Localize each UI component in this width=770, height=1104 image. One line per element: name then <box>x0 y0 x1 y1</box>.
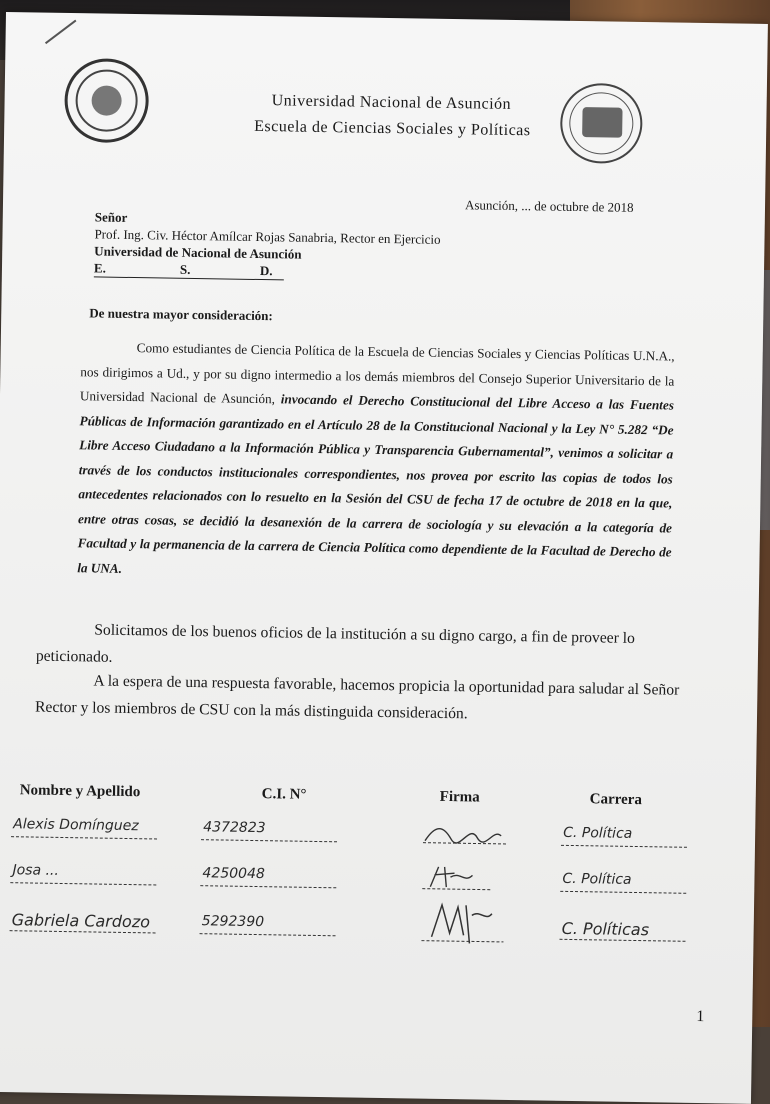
row-2-ci: 4250048 <box>200 865 336 888</box>
row-1-name: Alexis Domínguez <box>11 816 157 839</box>
row-1-signature <box>421 819 511 850</box>
row-2-signature <box>420 861 510 894</box>
addressee-name: Prof. Ing. Civ. Héctor Amílcar Rojas Sanabria, Rector en Ejercicio <box>94 226 441 247</box>
page-number: 1 <box>696 1007 705 1026</box>
row-3-signature <box>419 897 510 948</box>
esd-s: S. <box>179 261 191 277</box>
row-1-ci: 4372823 <box>201 819 337 842</box>
letter-date: Asunción, ... de octubre de 2018 <box>464 197 634 215</box>
header-career: Carrera <box>589 791 643 809</box>
body-paragraph-3 <box>35 667 686 731</box>
salutation: De nuestra mayor consideración: <box>89 305 273 324</box>
row-3-name: Gabriela Cardozo <box>10 910 156 933</box>
body-paragraph-1-plain: Como estudiantes de Ciencia Política de la Escuela de Ciencias Sociales y Ciencias Políticas U.N.A., nos dirigimos a Ud., y por su digno intermedio a los demás miembros del Consejo Superior Universitario de la Universidad Nacional de Asunción, <box>79 340 675 407</box>
row-3-ci: 5292390 <box>200 913 336 936</box>
row-1-career: C. Política <box>561 825 687 848</box>
letter-page <box>0 12 768 1104</box>
row-3-career: C. Políticas <box>559 919 685 942</box>
university-name: Universidad Nacional de Asunción <box>271 92 512 113</box>
body-paragraph-3-text: A la espera de una respuesta favorable, hacemos propicia la oportunidad para saludar al Señor Rector y los miembros de CSU con la más distinguida consideración. <box>34 672 680 723</box>
row-2-name: Josa ... <box>10 862 156 885</box>
school-name: Escuela de Ciencias Sociales y Políticas <box>254 117 531 140</box>
esd-line <box>94 260 284 280</box>
university-seal-icon <box>64 58 149 143</box>
addressee-institution: Universidad de Nacional de Asunción <box>94 243 302 262</box>
body-paragraph-1-emphasis: invocando el Derecho Constitucional del Libre Acceso a las Fuentes Públicas de Información garantizado en el Artículo 28 de la Constitucional Nacional y la Ley N° 5.282 “De Libre Acceso Ciudadano a la Información Pública y Transparencia Gubernamental”, venimos a solicitar a través de los conductos institucionales correspondientes, nos provea por escrito las copias de todos los antecedentes relacionados con lo resuelto en la Sesión del CSU de fecha 17 de octubre de 2018 en la que, entre otras cosas, se decidió la desanexión de la carrera de sociología y su elevación a la categoría de Facultad y la permanencia de la carrera de Ciencia Política como dependiente de la Facultad de Derecho de la UNA. <box>77 391 675 576</box>
row-2-career: C. Política <box>560 871 686 894</box>
addressee-title: Señor <box>94 209 128 225</box>
body-paragraph-2-text: Solicitamos de los buenos oficios de la institución a su digno cargo, a fin de proveer lo peticionado. <box>35 621 635 666</box>
esd-d: D. <box>259 263 273 279</box>
body-paragraph-1 <box>77 335 675 589</box>
header-ci: C.I. N° <box>261 786 307 803</box>
esd-e: E. <box>93 260 107 276</box>
header-signature: Firma <box>439 788 480 806</box>
header-name: Nombre y Apellido <box>19 782 141 801</box>
pencil-mark <box>45 20 77 45</box>
school-seal-icon <box>560 83 643 164</box>
